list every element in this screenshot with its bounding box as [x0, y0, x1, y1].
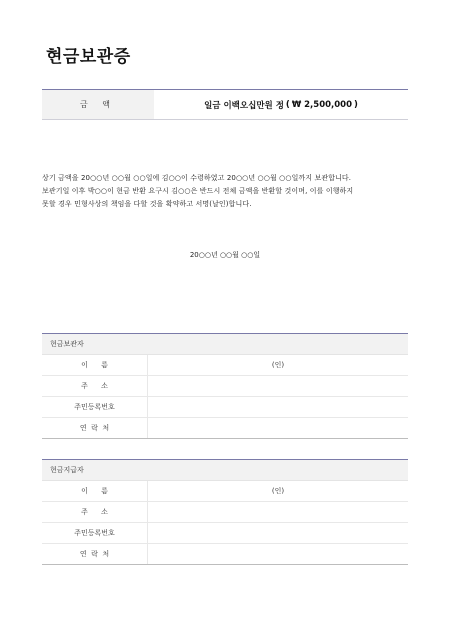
table-row	[42, 376, 408, 397]
resident-number-label: 주민등록번호	[74, 403, 115, 411]
amount-label: 금 액	[42, 90, 154, 119]
table-row	[42, 481, 408, 502]
document-date: 20○○년 ○○월 ○○일	[189, 251, 261, 259]
table-row	[42, 544, 408, 564]
table-row	[42, 502, 408, 523]
payer-table	[42, 459, 408, 565]
table-row	[42, 355, 408, 376]
name-label: 이 름	[81, 487, 108, 495]
statement-line: 상기 금액을 20○○년 ○○월 ○○일에 김○○이 수령하였고 20○○년 ○○월 ○○일까지 보관합니다.	[42, 174, 352, 182]
contact-field[interactable]	[147, 544, 408, 564]
resident-number-field[interactable]	[147, 523, 408, 543]
amount-table	[42, 89, 408, 120]
amount-value	[154, 90, 408, 119]
statement-text	[42, 172, 408, 211]
payer-heading: 현금지급자	[42, 460, 408, 481]
table-row	[42, 523, 408, 544]
address-label: 주 소	[81, 508, 108, 516]
amount-korean: 일금 이백오십만원 정	[204, 100, 284, 111]
name-field[interactable]: (인)	[147, 481, 408, 501]
name-label: 이 름	[81, 361, 108, 369]
resident-number-field[interactable]	[147, 397, 408, 417]
resident-number-label: 주민등록번호	[74, 529, 115, 537]
document-title: 현금보관증	[46, 47, 131, 67]
name-field[interactable]: (인)	[147, 355, 408, 375]
contact-field[interactable]	[147, 418, 408, 438]
custodian-table	[42, 333, 408, 439]
contact-label: 연 락 처	[79, 550, 110, 558]
statement-line: 못할 경우 민형사상의 책임을 다할 것을 확약하고 서명(날인)합니다.	[42, 200, 252, 208]
custodian-heading: 현금보관자	[42, 334, 408, 355]
amount-close-paren: )	[354, 99, 358, 110]
statement-line: 보관기일 이후 박○○이 현금 반환 요구시 김○○은 반드시 전체 금액을 반환할 것이며, 이를 이행하지	[42, 187, 354, 195]
address-field[interactable]	[147, 376, 408, 396]
amount-open-paren: (	[285, 99, 290, 110]
contact-label: 연 락 처	[79, 424, 110, 432]
address-label: 주 소	[81, 382, 108, 390]
table-row	[42, 418, 408, 438]
amount-figure: ₩ 2,500,000	[291, 99, 353, 110]
address-field[interactable]	[147, 502, 408, 522]
table-row	[42, 397, 408, 418]
